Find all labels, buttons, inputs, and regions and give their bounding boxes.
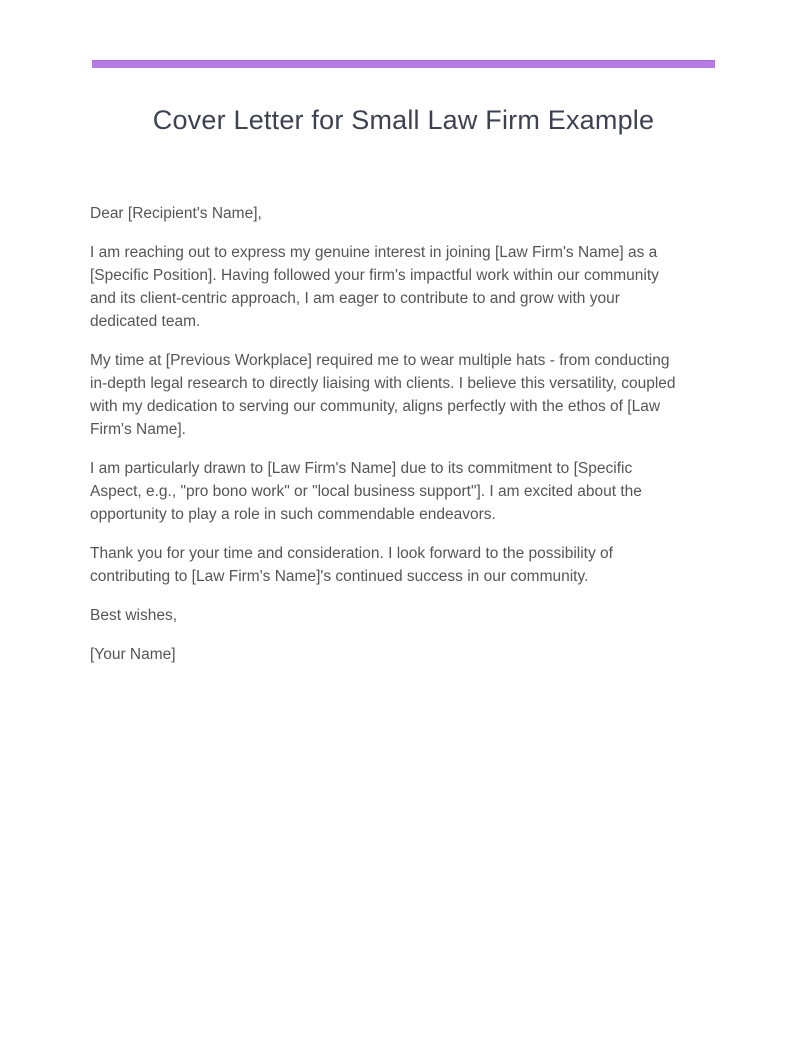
letter-paragraph: My time at [Previous Workplace] required me to wear multiple hats - from conducting in-depth legal research to directly liaising with clients. I believe this versatility, coupled with my dedication to serving our community, aligns perfectly with the ethos of [Law Firm's Name]. — [90, 352, 676, 438]
closing: Best wishes, — [90, 607, 178, 624]
page-title: Cover Letter for Small Law Firm Example — [152, 105, 655, 135]
letter-body — [90, 202, 682, 682]
letter-paragraph: I am particularly drawn to [Law Firm's Name] due to its commitment to [Specific Aspect, e.g., "pro bono work" or "local business support"]. I am excited about the opportunity to play a role in such commendable endeavors. — [90, 460, 642, 523]
salutation: Dear [Recipient's Name], — [90, 205, 262, 222]
letter-paragraph: I am reaching out to express my genuine interest in joining [Law Firm's Name] as a [Specific Position]. Having followed your firm's impactful work within our community and its client-centric approach, I am eager to contribute to and grow with your dedicated team. — [90, 244, 659, 330]
letter-paragraph: Thank you for your time and consideration. I look forward to the possibility of contributing to [Law Firm's Name]'s continued success in our community. — [90, 545, 613, 585]
signature: [Your Name] — [90, 646, 176, 663]
accent-bar — [92, 60, 715, 68]
